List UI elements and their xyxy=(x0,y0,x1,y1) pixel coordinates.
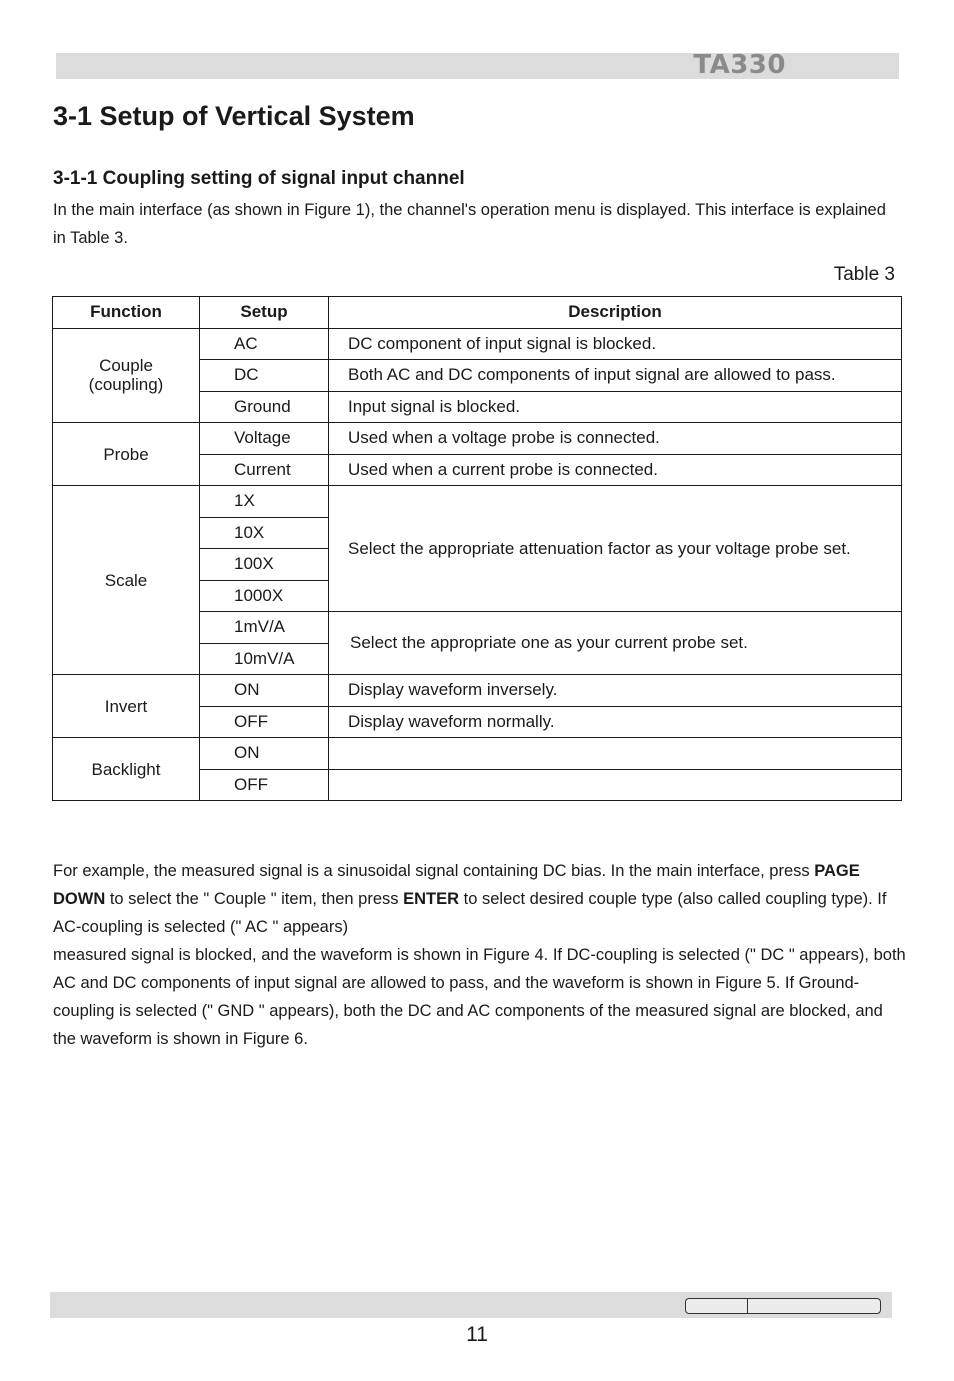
setup-cell: 1000X xyxy=(200,580,329,612)
description-cell xyxy=(329,769,902,801)
function-couple-label: Couple xyxy=(99,356,153,376)
setup-cell: OFF xyxy=(200,769,329,801)
function-probe: Probe xyxy=(53,423,200,486)
table-header-row xyxy=(53,297,902,329)
description-cell: DC component of input signal is blocked. xyxy=(329,328,902,360)
body-text xyxy=(53,857,909,1053)
function-invert: Invert xyxy=(53,675,200,738)
table-row xyxy=(53,423,902,455)
description-cell: Select the appropriate one as your current probe set. xyxy=(329,612,902,675)
setup-cell: 10X xyxy=(200,517,329,549)
description-cell: Both AC and DC components of input signal are allowed to pass. xyxy=(329,360,902,392)
description-cell: Display waveform inversely. xyxy=(329,675,902,707)
function-couple xyxy=(53,328,200,423)
function-backlight: Backlight xyxy=(53,738,200,801)
table-row xyxy=(53,486,902,518)
setup-cell: 1mV/A xyxy=(200,612,329,644)
setup-cell: 100X xyxy=(200,549,329,581)
table-row xyxy=(53,738,902,770)
body-text-segment: to select desired couple type (also called coupling type). If AC-coupling is selected (" AC " appears) xyxy=(53,890,887,936)
function-couple-sublabel: (coupling) xyxy=(88,375,164,395)
description-cell: Used when a current probe is connected. xyxy=(329,454,902,486)
description-cell: Input signal is blocked. xyxy=(329,391,902,423)
settings-table xyxy=(52,296,902,801)
function-scale: Scale xyxy=(53,486,200,675)
setup-cell: Ground xyxy=(200,391,329,423)
body-text-segment: measured signal is blocked, and the waveform is shown in Figure 4. If DC-coupling is selected (" DC " appears), both AC and DC components of input signal are allowed to pass, and the waveform is shown in Figure 5. If Ground-coupling is selected (" GND " appears), both the DC and AC components of the measured signal are blocked, and the waveform is shown in Figure 6. xyxy=(53,946,906,1048)
setup-cell: Current xyxy=(200,454,329,486)
brand-logo: TA330 xyxy=(693,50,786,80)
setup-cell: OFF xyxy=(200,706,329,738)
body-text-segment: to select the " Couple " item, then press xyxy=(105,890,404,908)
setup-cell: ON xyxy=(200,675,329,707)
intro-paragraph: In the main interface (as shown in Figure 1), the channel's operation menu is displayed. This interface is explained in Table 3. xyxy=(53,201,886,247)
key-page-down: PAGE DOWN xyxy=(53,862,860,908)
setup-cell: 1X xyxy=(200,486,329,518)
header-setup: Setup xyxy=(200,297,329,329)
table-row xyxy=(53,328,902,360)
table-row xyxy=(53,675,902,707)
page-number: 11 xyxy=(466,1323,488,1346)
table-caption: Table 3 xyxy=(833,264,895,285)
body-text-segment: For example, the measured signal is a sinusoidal signal containing DC bias. In the main interface, press xyxy=(53,862,815,880)
setup-cell: 10mV/A xyxy=(200,643,329,675)
setup-cell: DC xyxy=(200,360,329,392)
header-description: Description xyxy=(329,297,902,329)
setup-cell: AC xyxy=(200,328,329,360)
page-title: 3-1 Setup of Vertical System xyxy=(53,101,415,131)
footer-decoration xyxy=(685,1298,881,1314)
key-enter: ENTER xyxy=(403,890,460,908)
section-subtitle: 3-1-1 Coupling setting of signal input channel xyxy=(53,168,465,189)
description-cell xyxy=(329,738,902,770)
setup-cell: Voltage xyxy=(200,423,329,455)
header-function: Function xyxy=(53,297,200,329)
description-cell: Select the appropriate attenuation factor as your voltage probe set. xyxy=(329,486,902,612)
setup-cell: ON xyxy=(200,738,329,770)
description-cell: Display waveform normally. xyxy=(329,706,902,738)
description-cell: Used when a voltage probe is connected. xyxy=(329,423,902,455)
